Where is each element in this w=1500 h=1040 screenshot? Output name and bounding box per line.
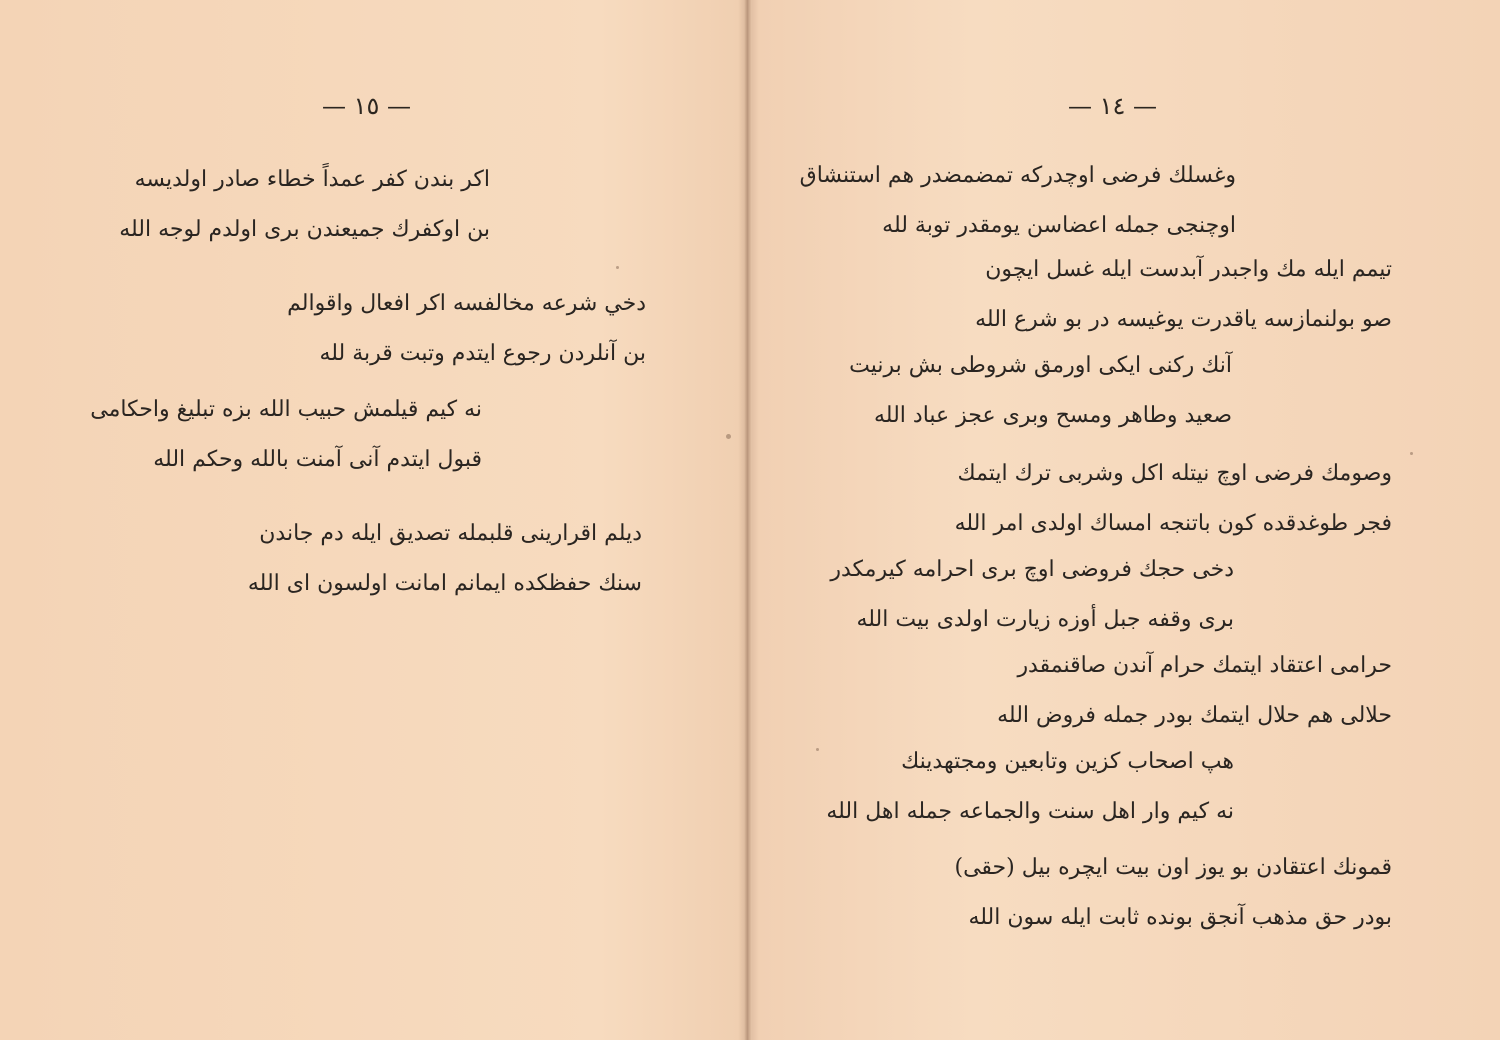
stanza	[119, 168, 490, 242]
page-number-left: — ١٥ —	[322, 92, 412, 120]
paper-speck	[616, 266, 619, 269]
verse-line: اوچنجى جمله اعضاسن يومقدر توبة لله	[882, 213, 1236, 238]
stanza	[90, 398, 482, 472]
verse-line: سنك حفظكده ايمانم امانت اولسون اى الله	[247, 571, 642, 596]
paper-speck	[1410, 452, 1413, 455]
verse-line: حرامى اعتقاد ايتمك حرام آندن صاقنمقدر	[1017, 653, 1392, 678]
verse-line: دخى حجك فروضى اوچ برى احرامه كيرمكدر	[830, 557, 1234, 582]
verse-line: قبول ايتدم آنى آمنت بالله وحكم الله	[153, 447, 482, 472]
verse-line: تيمم ايله مك واجبدر آبدست ايله غسل ايچون	[985, 257, 1392, 282]
verse-line: ديلم اقرارينى قلبمله تصديق ايله دم جاندن	[259, 521, 642, 546]
verse-line: وغسلك فرضى اوچدركه تمضمضدر هم استنشاق	[799, 163, 1236, 188]
paper-speck	[816, 748, 819, 751]
verse-line: فجر طوغدقده كون باتنجه امساك اولدى امر الله	[954, 511, 1392, 536]
verse-line: بن اوكفرك جميعندن برى اولدم لوجه الله	[119, 217, 490, 242]
book-gutter	[744, 0, 752, 1040]
stanza	[955, 462, 1392, 536]
verse-line: بودر حق مذهب آنجق بونده ثابت ايله سون الله	[968, 905, 1392, 930]
verse-line: هپ اصحاب كزين وتابعين ومجتهدينك	[901, 749, 1234, 774]
stanza	[975, 258, 1392, 332]
stanza	[287, 292, 646, 366]
verse-line: آنك ركنى ايكى اورمق شروطى بش برنيت	[849, 353, 1232, 378]
stanza	[849, 354, 1232, 428]
verse-line: برى وقفه جبل أوزه زيارت اولدى بيت الله	[856, 607, 1234, 632]
stanza	[997, 654, 1392, 728]
paper-speck	[726, 434, 731, 439]
stanza	[248, 522, 642, 596]
verse-line: وصومك فرضى اوچ نيتله اكل وشربى ترك ايتمك	[957, 461, 1392, 486]
verse-line: اكر بندن كفر عمداً خطاء صادر اولديسه	[134, 167, 490, 192]
verse-line: نه كيم قيلمش حبيب الله بزه تبليغ واحكامى	[90, 397, 482, 422]
verse-line: قمونك اعتقادن بو يوز اون بيت ايچره بيل (حقى)	[954, 855, 1392, 880]
verse-line: دخي شرعه مخالفسه اكر افعال واقوالم	[287, 291, 646, 316]
page-number-right: — ١٤ —	[1068, 92, 1158, 120]
verse-line: نه كيم وار اهل سنت والجماعه جمله اهل الله	[826, 799, 1234, 824]
stanza	[826, 750, 1234, 824]
verse-line: صو بولنمازسه ياقدرت يوغيسه در بو شرع الله	[975, 307, 1392, 332]
verse-line: حلالى هم حلال ايتمك بودر جمله فروض الله	[997, 703, 1392, 728]
left-page	[0, 0, 746, 1040]
stanza	[830, 558, 1234, 632]
verse-line: بن آنلردن رجوع ايتدم وتبت قربة لله	[319, 341, 646, 366]
stanza	[800, 164, 1236, 238]
stanza	[955, 856, 1393, 930]
right-page	[752, 0, 1500, 1040]
verse-line: صعيد وطاهر ومسح وبرى عجز عباد الله	[874, 403, 1232, 428]
